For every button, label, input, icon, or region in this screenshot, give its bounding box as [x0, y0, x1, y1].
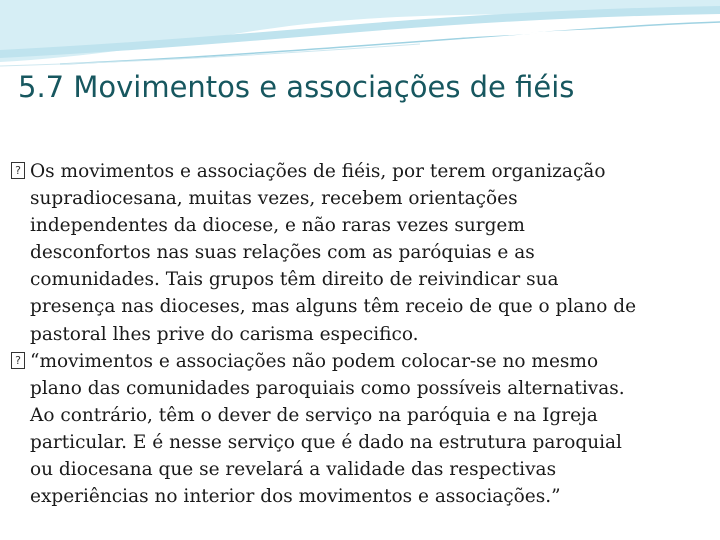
slide-title: 5.7 Movimentos e associações de fiéis	[18, 70, 575, 104]
bullet-paragraph-2	[8, 348, 712, 511]
text-line: presença nas dioceses, mas alguns têm receio de que o plano de	[30, 296, 637, 318]
text-line: desconfortos nas suas relações com as paróquias e as	[30, 242, 535, 264]
text-line: Os movimentos e associações de fiéis, por terem organização	[30, 161, 606, 182]
text-line: pastoral lhes prive do carisma especifico.	[30, 323, 419, 345]
text-line: particular. E é nesse serviço que é dado na estrutura paroquial	[30, 431, 622, 453]
text-line: comunidades. Tais grupos têm direito de reivindicar sua	[30, 269, 559, 291]
bullet-paragraph-1	[8, 158, 712, 348]
text-line: experiências no interior dos movimentos e associações.”	[30, 486, 561, 508]
bullet-marker-icon: ?	[11, 352, 25, 369]
text-line: “movimentos e associações não podem colocar-se no mesmo	[30, 350, 599, 372]
text-line: ou diocesana que se revelará a validade das respectivas	[30, 459, 557, 481]
bullet-marker-icon: ?	[11, 162, 25, 179]
wave-decoration	[0, 0, 720, 80]
slide-content	[8, 158, 712, 510]
text-line: supradiocesana, muitas vezes, recebem orientações	[30, 188, 518, 210]
text-line: plano das comunidades paroquiais como possíveis alternativas.	[30, 377, 625, 399]
text-line: Ao contrário, têm o dever de serviço na paróquia e na Igreja	[30, 404, 598, 426]
text-line: independentes da diocese, e não raras vezes surgem	[30, 215, 525, 237]
